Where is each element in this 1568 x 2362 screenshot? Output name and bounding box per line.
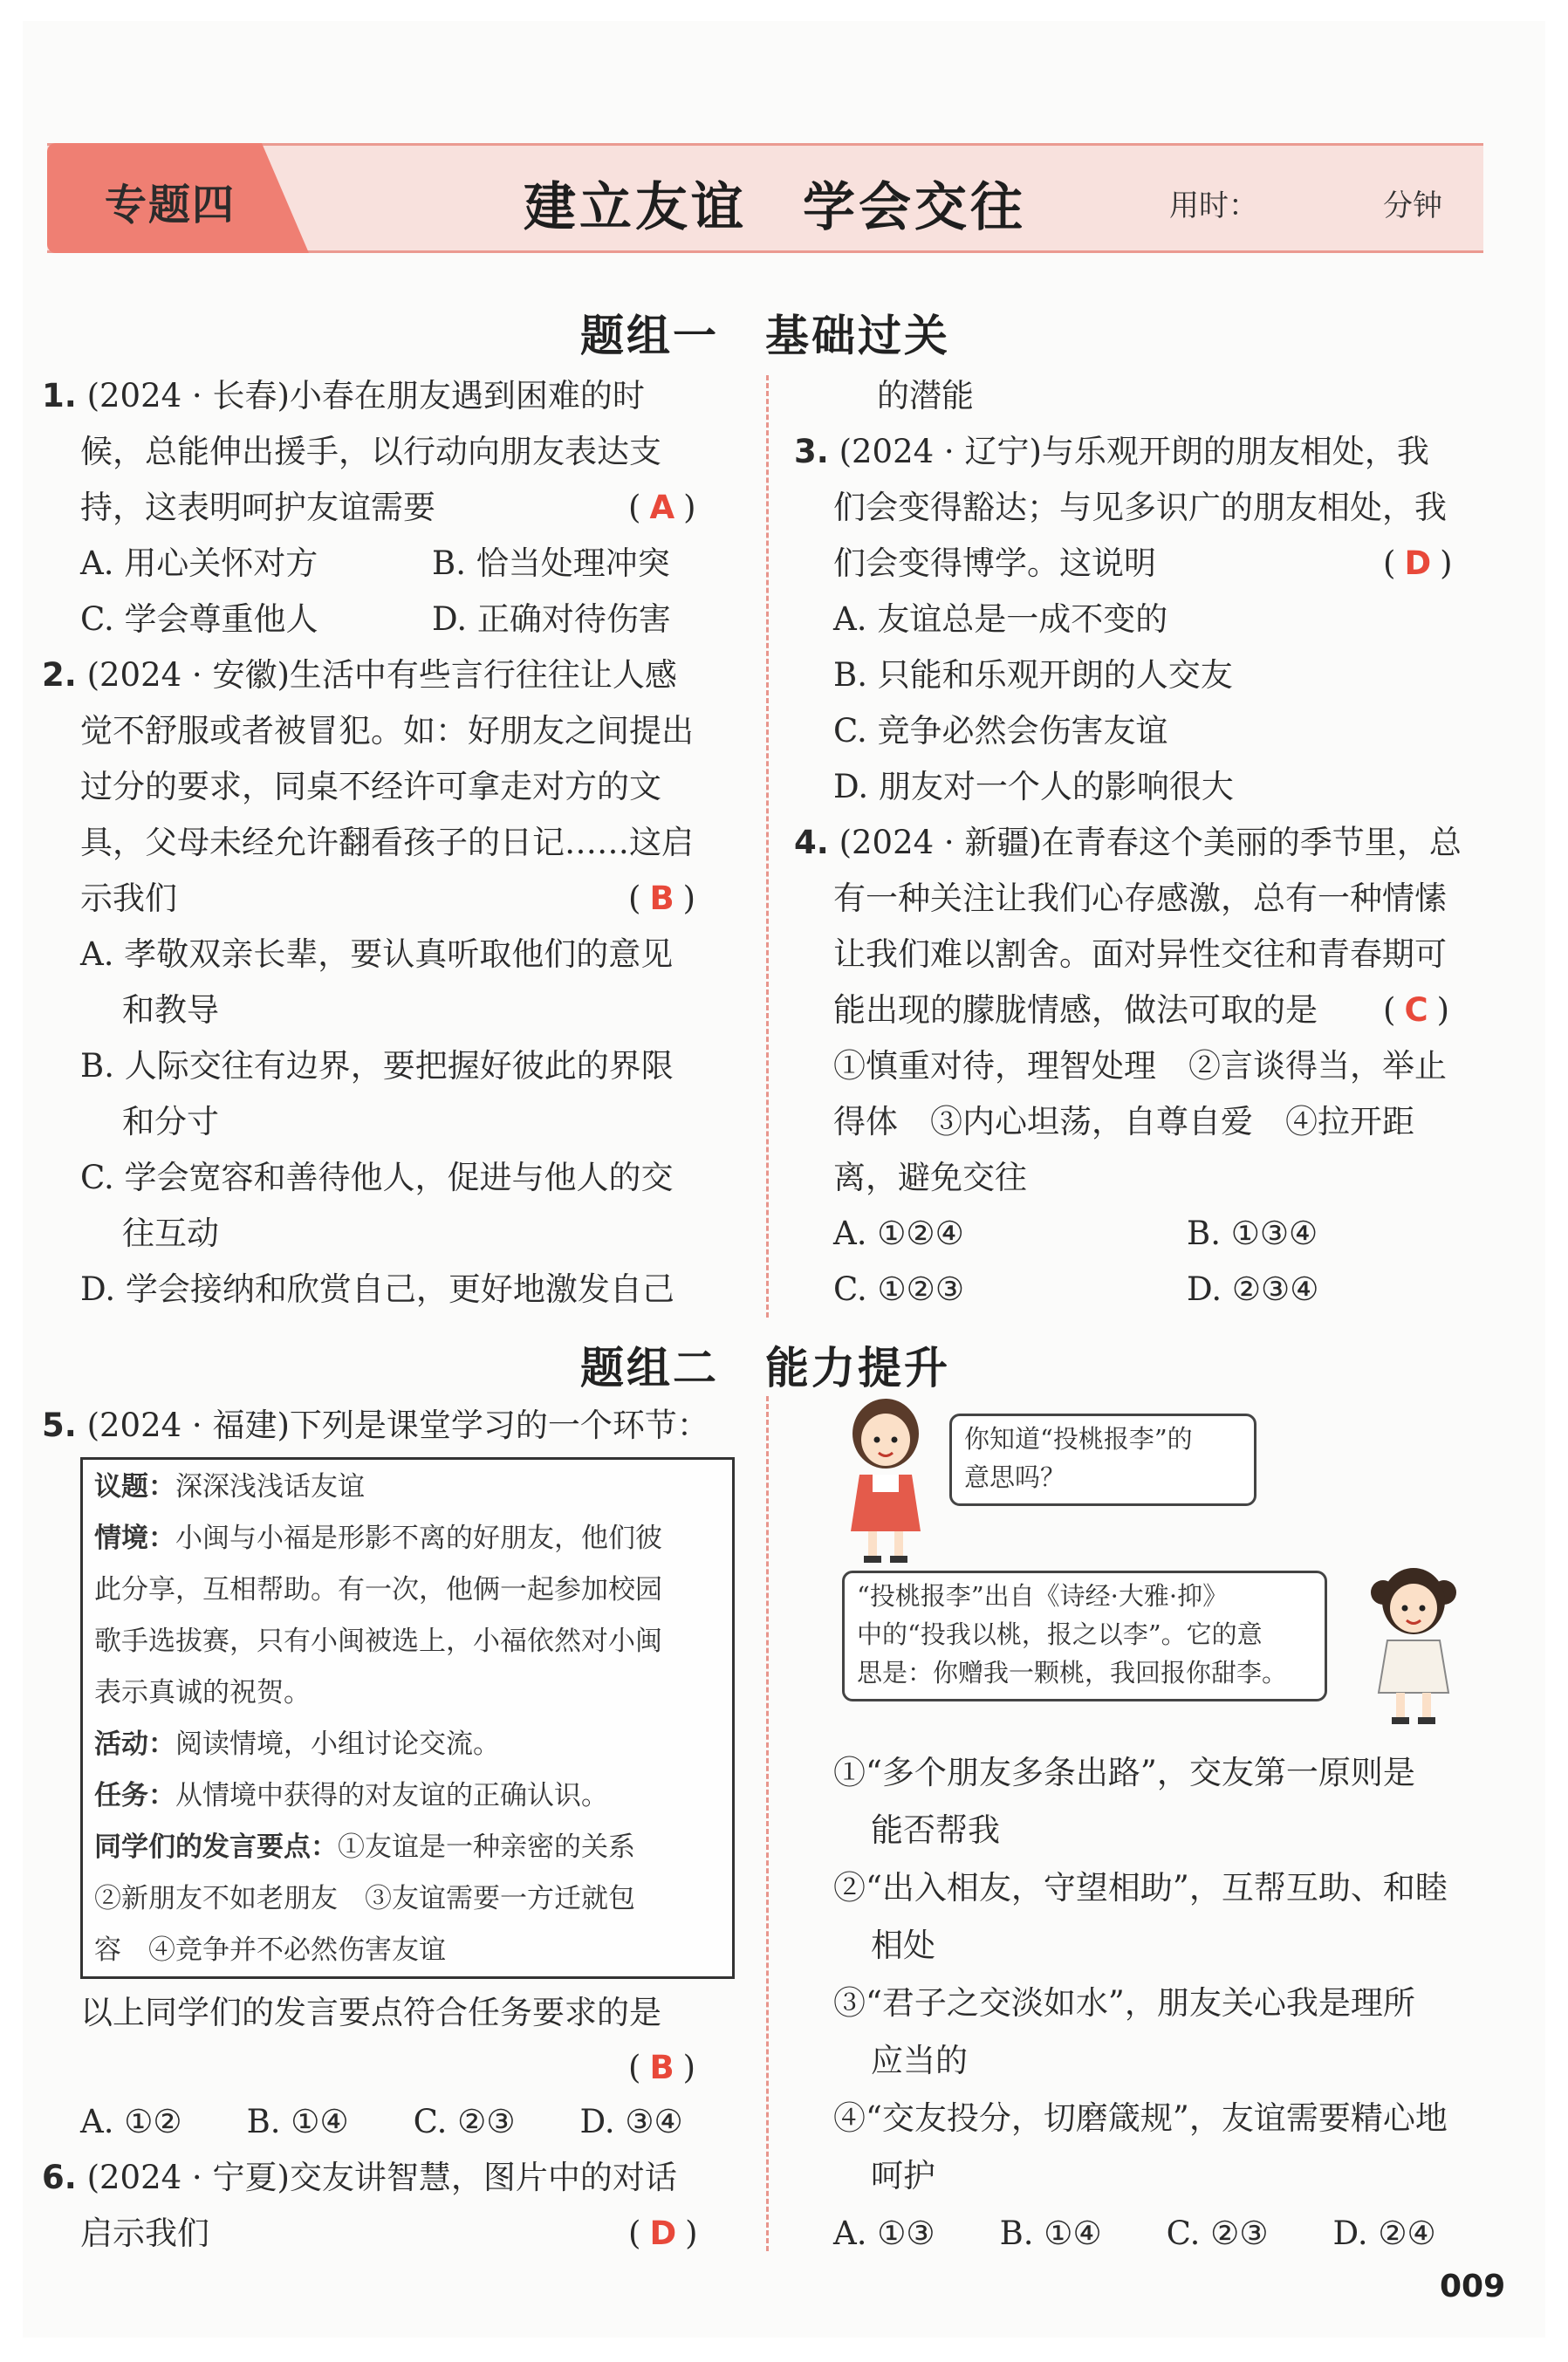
statement-4-line: ①慎重对待，理智处理 ②言谈得当，举止 — [833, 1047, 1447, 1085]
option-2a-cont: 和教导 — [122, 991, 219, 1029]
question-4-line: 让我们难以割舍。面对异性交往和青春期可 — [833, 935, 1447, 973]
box-scene-line: 歌手选拔赛，只有小闽被选上，小福依然对小闽 — [94, 1626, 662, 1657]
box-scene-line: 此分享，互相帮助。有一次，他俩一起参加校园 — [94, 1574, 662, 1605]
topic-tag: 专题四 — [105, 181, 236, 229]
option-3a: A. 友谊总是一成不变的 — [833, 600, 1168, 638]
question-1-line: 持，这表明呵护友谊需要 — [80, 489, 435, 526]
option-3b: B. 只能和乐观开朗的人交友 — [833, 656, 1233, 694]
column-divider — [766, 375, 769, 1318]
answer-4: ( C ) — [1383, 991, 1450, 1029]
box-points-line: 容 ④竞争并不必然伤害友谊 — [94, 1934, 446, 1966]
question-4-line: 有一种关注让我们心存感激，总有一种情愫 — [833, 880, 1447, 917]
options-5: A. ①② B. ①④ C. ②③ D. ③④ — [80, 2103, 683, 2140]
answer-6: ( D ) — [628, 2215, 698, 2252]
options-6: A. ①③ B. ①④ C. ②③ D. ②④ — [833, 2215, 1436, 2252]
option-2c: C. 学会宽容和善待他人，促进与他人的交 — [80, 1159, 674, 1196]
option-2b: B. 人际交往有边界，要把握好彼此的界限 — [80, 1047, 674, 1085]
option-2d: D. 学会接纳和欣赏自己，更好地激发自己 — [80, 1270, 674, 1308]
group-title-advanced: 题组二 能力提升 — [580, 1343, 950, 1393]
option-2a: A. 孝敬双亲长辈，要认真听取他们的意见 — [80, 935, 674, 973]
statement-6-4-cont: 呵护 — [871, 2157, 935, 2194]
option-4a: A. ①②④ — [833, 1215, 964, 1252]
option-1c: C. 学会尊重他人 — [80, 600, 318, 638]
answer-3: ( D ) — [1383, 544, 1453, 582]
page-number: 009 — [1440, 2269, 1506, 2304]
question-6-line: 启示我们 — [80, 2215, 209, 2252]
option-1a: A. 用心关怀对方 — [80, 544, 318, 582]
question-2: 2. (2024 · 安徽)生活中有些言行往往让人感 — [42, 656, 677, 694]
question-5: 5. (2024 · 福建)下列是课堂学习的一个环节： — [42, 1407, 709, 1444]
girl-answering-illustration — [1361, 1558, 1466, 1732]
question-5-stem: 以上同学们的发言要点符合任务要求的是 — [80, 1994, 661, 2031]
question-4-line: 能出现的朦胧情感，做法可取的是 — [833, 991, 1318, 1029]
box-activity: 活动：阅读情境，小组讨论交流。 — [94, 1729, 500, 1760]
answer-5: ( B ) — [628, 2049, 696, 2086]
statement-4-line: 得体 ③内心坦荡，自尊自爱 ④拉开距 — [833, 1103, 1414, 1140]
statement-6-2: ②“出入相友，守望相助”，互帮互助、和睦 — [833, 1869, 1448, 1907]
column-divider — [766, 1396, 769, 2251]
question-3-line: 们会变得博学。这说明 — [833, 544, 1156, 582]
statement-6-1: ①“多个朋友多条出路”，交友第一原则是 — [833, 1754, 1415, 1791]
option-2b-cont: 和分寸 — [122, 1103, 219, 1140]
statement-6-4: ④“交友投分，切磨箴规”，友谊需要精心地 — [833, 2099, 1448, 2137]
option-4d: D. ②③④ — [1187, 1270, 1319, 1308]
question-4: 4. (2024 · 新疆)在青春这个美丽的季节里，总 — [794, 824, 1462, 861]
question-2-line: 示我们 — [80, 880, 177, 917]
question-2-line: 过分的要求，同桌不经许可拿走对方的文 — [80, 768, 661, 805]
answer-2: ( B ) — [628, 880, 696, 917]
girl-asking-illustration — [838, 1392, 934, 1566]
option-2d-cont: 的潜能 — [877, 377, 974, 414]
question-3-line: 们会变得豁达；与见多识广的朋友相处，我 — [833, 489, 1447, 526]
box-topic: 议题：深深浅浅话友谊 — [94, 1471, 365, 1503]
option-1d: D. 正确对待伤害 — [432, 600, 671, 638]
time-label: 用时： — [1169, 188, 1258, 223]
option-2c-cont: 往互动 — [122, 1215, 219, 1252]
option-3c: C. 竞争必然会伤害友谊 — [833, 712, 1168, 750]
box-scene: 情境：小闽与小福是形影不离的好朋友，他们彼 — [94, 1523, 662, 1554]
box-points-line: ②新朋友不如老朋友 ③友谊需要一方迁就包 — [94, 1883, 635, 1914]
question-1-line: 候，总能伸出援手，以行动向朋友表达支 — [80, 433, 661, 470]
option-4c: C. ①②③ — [833, 1270, 965, 1308]
statement-4-line: 离，避免交往 — [833, 1159, 1027, 1196]
question-2-line: 觉不舒服或者被冒犯。如：好朋友之间提出 — [80, 712, 694, 750]
time-unit: 分钟 — [1383, 188, 1442, 223]
box-points: 同学们的发言要点：①友谊是一种亲密的关系 — [94, 1831, 635, 1863]
question-2-line: 具，父母未经允许翻看孩子的日记……这启 — [80, 824, 694, 861]
question-1: 1. (2024 · 长春)小春在朋友遇到困难的时 — [42, 377, 645, 414]
speech-bubble-question: 你知道“投桃报李”的 意思吗？ — [949, 1414, 1256, 1506]
group-title-basic: 题组一 基础过关 — [580, 311, 950, 361]
box-scene-line: 表示真诚的祝贺。 — [94, 1677, 311, 1708]
option-1b: B. 恰当处理冲突 — [432, 544, 670, 582]
answer-1: ( A ) — [628, 489, 696, 526]
question-6: 6. (2024 · 宁夏)交友讲智慧，图片中的对话 — [42, 2159, 677, 2196]
statement-6-3: ③“君子之交淡如水”，朋友关心我是理所 — [833, 1984, 1415, 2022]
box-task: 任务：从情境中获得的对友谊的正确认识。 — [94, 1780, 608, 1811]
option-4b: B. ①③④ — [1187, 1215, 1318, 1252]
statement-6-3-cont: 应当的 — [871, 2042, 968, 2079]
speech-bubble-answer: “投桃报李”出自《诗经·大雅·抑》 中的“投我以桃，报之以李”。它的意 思是：你赠我一颗桃，我回报你甜李。 — [842, 1571, 1327, 1701]
statement-6-1-cont: 能否帮我 — [871, 1811, 1000, 1849]
topic-title: 建立友谊 学会交往 — [524, 177, 1026, 238]
statement-6-2-cont: 相处 — [871, 1927, 935, 1964]
question-3: 3. (2024 · 辽宁)与乐观开朗的朋友相处，我 — [794, 433, 1429, 470]
option-3d: D. 朋友对一个人的影响很大 — [833, 768, 1234, 805]
